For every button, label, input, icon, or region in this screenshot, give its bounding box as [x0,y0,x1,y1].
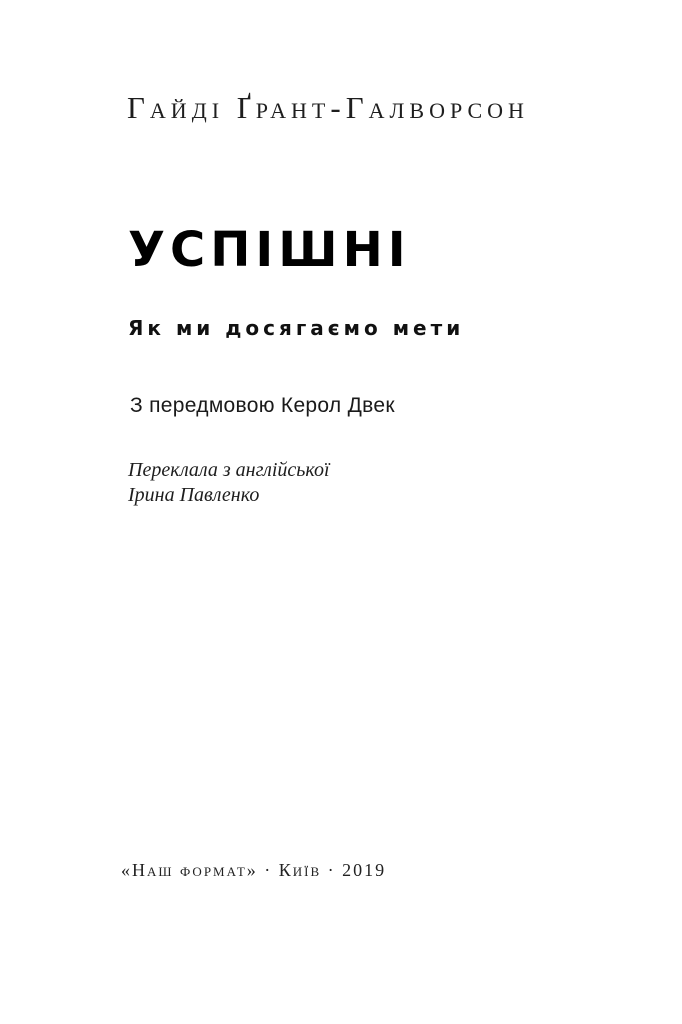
book-title: УСПІШНІ [128,222,411,278]
translator-credit [128,458,330,508]
book-subtitle: Як ми досягаємо мети [128,316,465,340]
foreword-credit: З передмовою Керол Двек [130,394,395,417]
translator-credit-line2: Ірина Павленко [128,484,260,506]
author-name: Гайді Ґрант-Галворсон [127,90,529,125]
translator-credit-line1: Переклала з англійської [128,459,330,481]
imprint-line: «Наш формат» · Київ · 2019 [121,860,387,880]
